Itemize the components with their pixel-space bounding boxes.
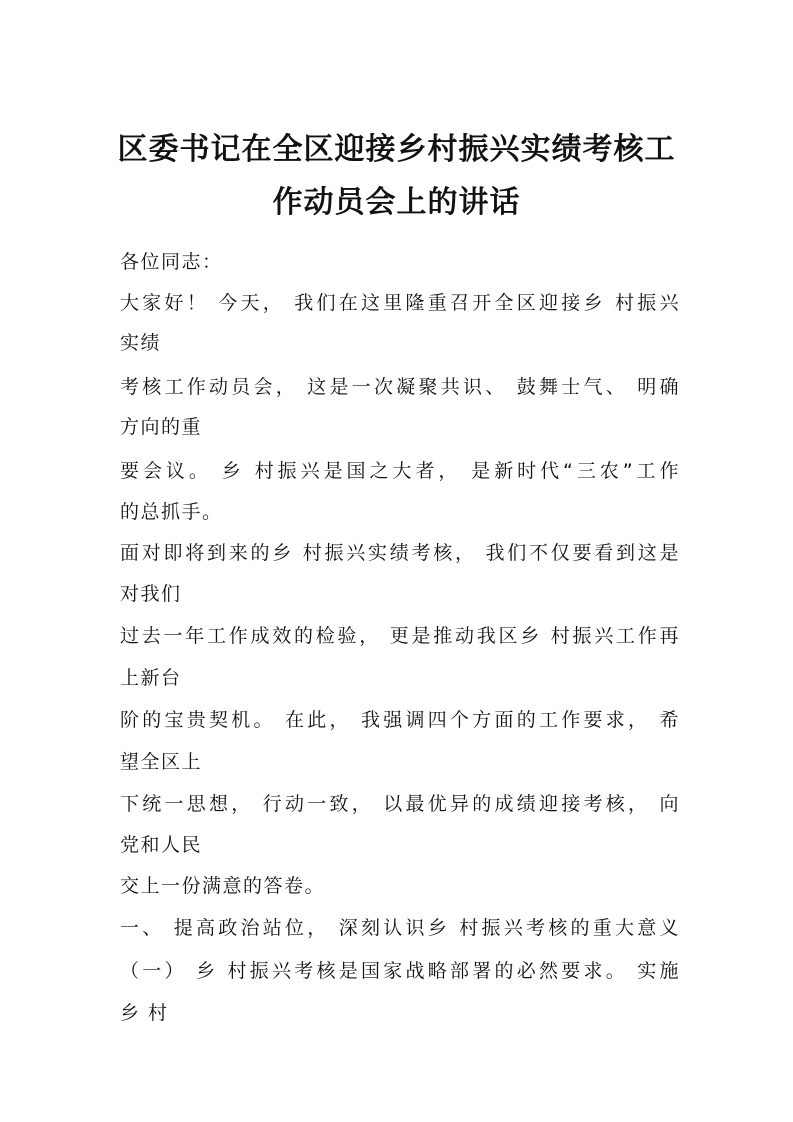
body-line-10: 上新台 (120, 667, 182, 689)
salutation: 各位同志： (120, 251, 223, 273)
body-line-9: 过去一年工作成效的检验， 更是推动我区乡 村振兴工作再 (120, 625, 680, 647)
document-title-line-2: 作动员会上的讲话 (272, 185, 521, 220)
body-line-13: 下统一思想， 行动一致， 以最优异的成绩迎接考核， 向 (120, 793, 680, 815)
document-title-line-1: 区委书记在全区迎接乡村振兴实绩考核工 (117, 132, 676, 167)
body-line-1: 大家好！ 今天， 我们在这里隆重召开全区迎接乡 村振兴 (120, 292, 680, 314)
subsection-heading-1: （一） 乡 村振兴考核是国家战略部署的必然要求。 实施 (120, 960, 680, 982)
body-line-3: 考核工作动员会， 这是一次凝聚共识、 鼓舞士气、 明确 (120, 376, 680, 398)
body-line-6: 的总抓手。 (120, 501, 223, 523)
body-line-18: 乡 村 (120, 1002, 169, 1024)
body-line-4: 方向的重 (120, 416, 203, 438)
body-line-2: 实绩 (120, 332, 162, 354)
section-heading-1: 一、 提高政治站位， 深刻认识乡 村振兴考核的重大意义 (120, 917, 680, 939)
body-line-5: 要会议。 乡 村振兴是国之大者， 是新时代“三农”工作 (120, 460, 680, 482)
body-line-15: 交上一份满意的答卷。 (120, 875, 326, 897)
body-line-12: 望全区上 (120, 751, 203, 773)
body-line-11: 阶的宝贵契机。 在此， 我强调四个方面的工作要求， 希 (120, 709, 680, 731)
body-line-14: 党和人民 (120, 834, 203, 856)
body-line-8: 对我们 (120, 583, 182, 605)
body-line-7: 面对即将到来的乡 村振兴实绩考核， 我们不仅要看到这是 (120, 542, 680, 564)
